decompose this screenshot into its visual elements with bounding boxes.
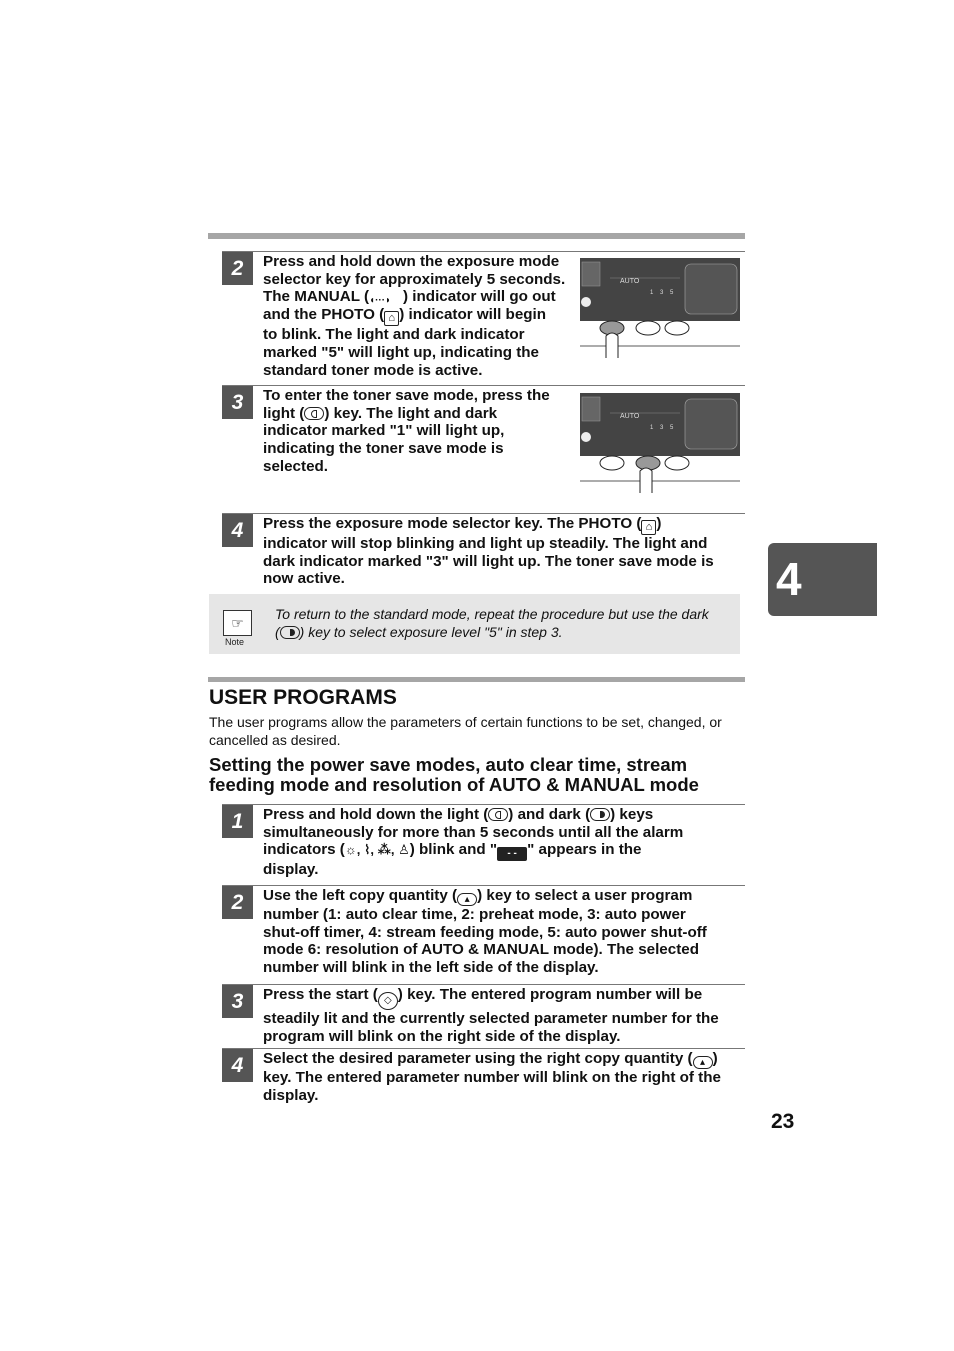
note-box <box>209 594 740 654</box>
intro-line-2: cancelled as desired. <box>209 732 341 748</box>
step-line: shut-off timer, 4: stream feeding mode, 5: auto power shut-off <box>263 923 707 941</box>
intro-line-1: The user programs allow the parameters of certain functions to be set, changed, or <box>209 714 722 730</box>
step-line: marked "5" will light up, indicating the <box>263 343 539 361</box>
section-rule <box>208 677 745 682</box>
step-line: To enter the toner save mode, press the <box>263 387 550 404</box>
step-text <box>263 986 719 1045</box>
subtitle-line-1: Setting the power save modes, auto clear time, stream <box>209 754 688 775</box>
pointing-hand-icon: ☞ <box>223 610 252 636</box>
photo-icon: ⌂ <box>641 520 656 535</box>
step-line: Press the start ( ◇ ) key. The entered program number will be <box>263 986 719 1010</box>
step-text <box>263 515 714 588</box>
step-line: light ( ) key. The light and dark <box>263 404 498 422</box>
page-number: 23 <box>771 1110 795 1133</box>
control-panel-illustration-step-2 <box>580 258 740 358</box>
step-line: now active. <box>263 570 345 588</box>
step-number-badge: 2 <box>222 252 253 285</box>
photo-icon: ⌂ <box>384 311 399 326</box>
step-line: selector key for approximately 5 seconds. <box>263 270 566 288</box>
note-line-2-post: ) key to select exposure level "5" in step 3. <box>299 624 563 640</box>
user-program-step-2 <box>222 885 745 977</box>
step-number-badge: 1 <box>222 805 253 838</box>
top-rule <box>208 233 745 239</box>
step-line: display. <box>263 861 319 879</box>
panel-tick-1: 1 <box>650 425 654 431</box>
chapter-tab: 4 <box>768 543 877 616</box>
step-number-badge: 4 <box>222 1049 253 1082</box>
step-line: number will blink in the left side of the display. <box>263 959 599 977</box>
step-line: dark indicator marked "3" will light up. The toner save mode is <box>263 552 714 570</box>
user-program-step-4 <box>222 1048 745 1104</box>
user-program-step-1 <box>222 804 745 879</box>
alarm-icons: ☼, ⌇, ⁂, ♙ <box>344 842 410 858</box>
note-line-2 <box>275 623 709 641</box>
panel-tick-5: 5 <box>670 290 674 296</box>
section-subtitle <box>209 755 699 795</box>
step-line: selected. <box>263 457 329 475</box>
copy-quantity-icon: ▴ <box>693 1056 713 1069</box>
step-line: indicating the toner save mode is <box>263 440 504 458</box>
light-key-icon <box>488 808 508 821</box>
user-program-step-3 <box>222 984 745 1045</box>
step-text <box>263 887 707 977</box>
control-panel-illustration-step-3 <box>580 393 740 493</box>
panel-tick-1: 1 <box>650 290 654 296</box>
panel-tick-5: 5 <box>670 425 674 431</box>
step-line: Select the desired parameter using the right copy quantity ( ▴ ) <box>263 1050 718 1068</box>
step-line: mode 6: resolution of AUTO & MANUAL mode). The selected <box>263 941 699 959</box>
note-label: Note <box>225 637 245 647</box>
step-text <box>263 387 550 476</box>
step-line: number (1: auto clear time, 2: preheat mode, 3: auto power <box>263 906 686 923</box>
step-line: indicators (☼, ⌇, ⁂, ♙) blink and " - - " appears in the <box>263 841 642 860</box>
note-line-2-pre: ( <box>275 624 280 640</box>
step-line: standard toner mode is active. <box>263 361 483 379</box>
manual-icon: ◖···◗ <box>369 295 392 307</box>
dark-key-icon <box>590 808 610 821</box>
panel-tick-3: 3 <box>660 425 664 431</box>
step-line: The MANUAL (◖···◗ ) indicator will go out <box>263 288 556 307</box>
step-line: Press and hold down the light ( ) and dark ( ) keys <box>263 806 654 823</box>
step-line: Use the left copy quantity ( ▴ ) key to select a user program <box>263 887 693 905</box>
step-number-badge: 3 <box>222 985 253 1018</box>
step-text <box>263 253 565 379</box>
step-line: Press the exposure mode selector key. The PHOTO ( ⌂ ) <box>263 515 662 533</box>
step-text <box>263 806 683 879</box>
step-line: simultaneously for more than 5 seconds until all the alarm <box>263 823 684 841</box>
subtitle-line-2: feeding mode and resolution of AUTO & MANUAL mode <box>209 774 699 795</box>
section-title: USER PROGRAMS <box>209 686 397 709</box>
light-key-icon <box>304 407 324 420</box>
copy-quantity-icon: ▴ <box>457 893 477 906</box>
step-line: Press and hold down the exposure mode <box>263 253 560 270</box>
step-line: indicator will stop blinking and light up steadily. The light and <box>263 535 708 552</box>
top-step-4 <box>222 513 745 588</box>
step-line: display. <box>263 1086 319 1104</box>
section-intro <box>209 713 722 749</box>
panel-tick-3: 3 <box>660 290 664 296</box>
step-line: and the PHOTO ( ⌂ ) indicator will begin <box>263 306 547 325</box>
step-line: to blink. The light and dark indicator <box>263 326 525 344</box>
step-number-badge: 2 <box>222 886 253 919</box>
step-line: steadily lit and the currently selected parameter number for the <box>263 1010 719 1027</box>
note-text <box>275 605 709 641</box>
step-line: program will blink on the right side of the display. <box>263 1027 621 1045</box>
note-line-1: To return to the standard mode, repeat the procedure but use the dark <box>275 606 709 622</box>
step-line: indicator marked "1" will light up, <box>263 422 505 440</box>
dark-key-icon <box>280 626 300 639</box>
panel-auto-label: AUTO <box>620 413 640 420</box>
step-text <box>263 1050 721 1104</box>
start-key-icon: ◇ <box>378 992 398 1010</box>
step-number-badge: 4 <box>222 514 253 547</box>
step-number-badge: 3 <box>222 386 253 419</box>
display-dashes: - - <box>497 847 527 861</box>
panel-auto-label: AUTO <box>620 278 640 285</box>
step-line: key. The entered parameter number will blink on the right of the <box>263 1069 721 1086</box>
